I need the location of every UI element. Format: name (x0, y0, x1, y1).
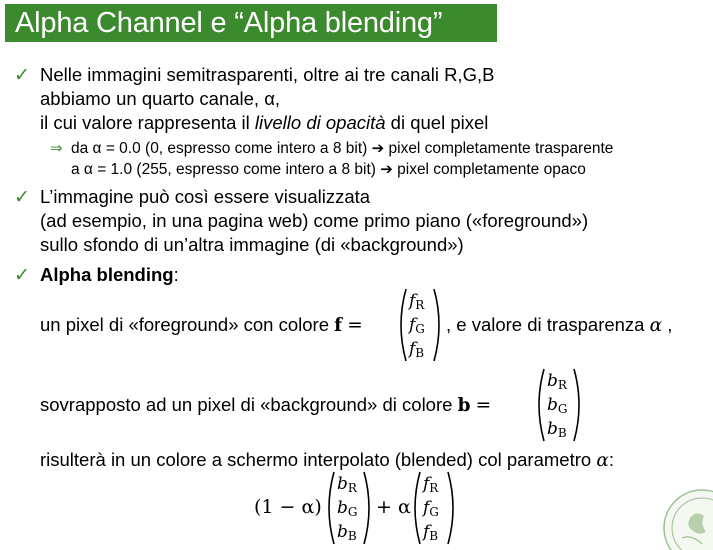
alpha-symbol: α (649, 315, 663, 336)
sub-line2 (71, 160, 586, 179)
equals-sign: = (475, 395, 492, 416)
fg-tail (446, 314, 672, 336)
equals-sign: = (347, 315, 363, 336)
b-vector (534, 367, 584, 443)
f-vector-formula (410, 470, 458, 546)
b-entries: $b_R$ $b_G$ $b_B$ (547, 371, 568, 440)
slide-title: Alpha Channel e “Alpha blending” (15, 7, 443, 39)
check-icon: ✓ (14, 187, 30, 208)
sub1-result: pixel completamente trasparente (388, 140, 614, 157)
formula-plus: + α (376, 496, 411, 518)
bullet2-line3: sullo sfondo di un’altra immagine (di «background») (40, 234, 464, 255)
sub2-text: a α = 1.0 (255, espresso come intero a 8 bit) (71, 161, 376, 178)
bullet1-line3-post: di quel pixel (385, 112, 489, 133)
fg-tail-text: , e valore di trasparenza (446, 314, 645, 335)
f-entries-formula: $f_R$ $f_G$ $f_B$ (423, 474, 439, 543)
title-bar (5, 4, 497, 42)
result-text: risulterà in un colore a schermo interpolato (blended) col parametro (40, 449, 592, 470)
alpha-symbol: α (596, 450, 609, 471)
bullet1-line1: Nelle immagini semitrasparenti, oltre ai tre canali R,G,B (40, 64, 495, 85)
opacity-emphasis: livello di opacità (254, 112, 386, 133)
alpha-blending-heading: Alpha blending (40, 264, 174, 285)
bg-line (40, 394, 491, 416)
b-symbol: b (457, 395, 471, 416)
bullet1-line2: abbiamo un quarto canale, α, (40, 88, 281, 109)
bullet1-line3-pre: il cui valore rappresenta il (40, 112, 255, 133)
result-line (40, 449, 614, 471)
arrow-icon: ➔ (380, 161, 393, 178)
bullet2-line2: (ad esempio, in una pagina web) come primo piano («foreground») (40, 210, 589, 231)
bullet3-heading (40, 264, 179, 286)
f-entries: $f_R$ $f_G$ $f_B$ (409, 291, 425, 360)
bullet1-line3 (40, 112, 488, 134)
sub2-result: pixel completamente opaco (397, 161, 586, 178)
check-icon: ✓ (14, 65, 30, 86)
result-colon: : (608, 449, 614, 470)
bullet2-line1: L’immagine può così essere visualizzata (40, 186, 371, 207)
formula-prefix: (1 − α) (254, 496, 322, 518)
fg-comma: , (667, 314, 673, 335)
arrow-icon: ➔ (371, 140, 385, 157)
b-vector-formula (324, 470, 374, 546)
check-icon: ✓ (14, 265, 30, 286)
b-entries-formula: $b_R$ $b_G$ $b_B$ (337, 474, 358, 543)
university-seal-icon (662, 488, 713, 550)
sub-line1 (71, 139, 613, 158)
f-symbol: f (334, 315, 343, 336)
f-vector (396, 287, 444, 363)
implies-icon: ⇒ (50, 140, 63, 157)
fg-line (40, 314, 363, 336)
heading-colon: : (173, 264, 179, 285)
bg-text: sovrapposto ad un pixel di «background» di colore (40, 394, 453, 415)
fg-text: un pixel di «foreground» con colore (40, 314, 329, 335)
sub1-text: da α = 0.0 (0, espresso come intero a 8 bit) (71, 140, 368, 157)
